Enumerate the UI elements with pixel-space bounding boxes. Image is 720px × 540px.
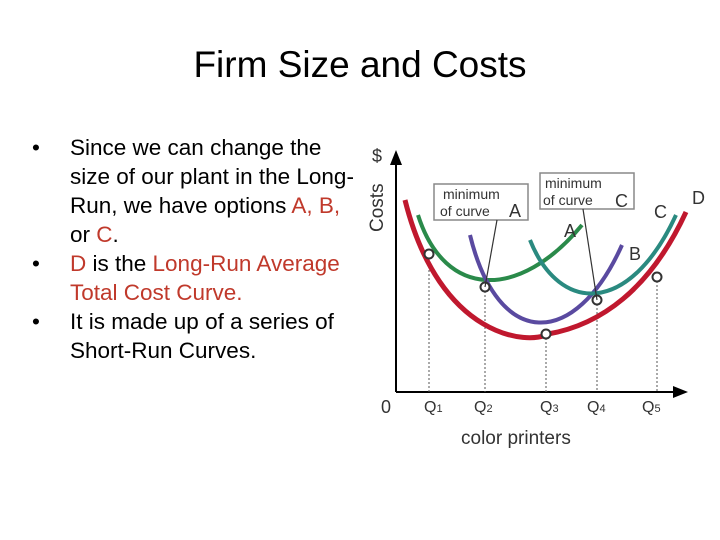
point-q5 [653,273,662,282]
callout-a-letter: A [509,201,522,221]
curve-label-a: A [564,221,577,241]
x-axis-arrow [673,386,688,398]
callout-c-letter: C [615,191,628,211]
y-axis-label: Costs [367,183,388,232]
sr-curve-a [418,215,582,280]
callout-c-line1: minimum [545,175,602,191]
x-axis-label: color printers [461,428,571,449]
callout-a-line2: of curve [440,203,490,219]
origin-label: 0 [381,397,392,417]
tick-q4-sub: 4 [599,403,606,415]
tick-q5-sub: 5 [654,403,661,415]
bullet-dot: • [32,135,40,160]
curve-label-d: D [692,188,705,208]
bullet-dot: • [32,309,40,334]
bullet-dot: • [32,251,40,276]
bullet-text-1: Since we can change the size of our plant in the Long-Run, we have options A, B, or C. [70,135,354,247]
bullet-text-3: It is made up of a series of Short-Run Curves. [70,309,334,363]
point-q1 [425,250,434,259]
curve-label-b: B [629,244,642,264]
slide-title: Firm Size and Costs [193,44,527,85]
tick-label-q4: Q4 [587,399,606,416]
curve-label-c: C [654,202,667,222]
tick-label-q3: Q3 [540,399,559,416]
tick-q2-sub: 2 [486,403,493,415]
callout-c-line2: of curve [543,192,593,208]
tick-label-q5: Q5 [642,399,661,416]
bullet-text-2: D is the Long-Run Average Total Cost Curve. [70,251,340,305]
tick-q1-sub: 1 [436,403,443,415]
tick-label-q1: Q1 [424,399,443,416]
tick-label-q2: Q2 [474,399,493,416]
tick-q3-sub: 3 [552,403,559,415]
callout-a-line1: minimum [443,186,500,202]
point-q3 [542,330,551,339]
callout-c-pointer [583,209,597,300]
y-axis-arrow [390,150,402,165]
callout-a-pointer [485,220,497,287]
y-axis-symbol: $ [372,146,383,166]
